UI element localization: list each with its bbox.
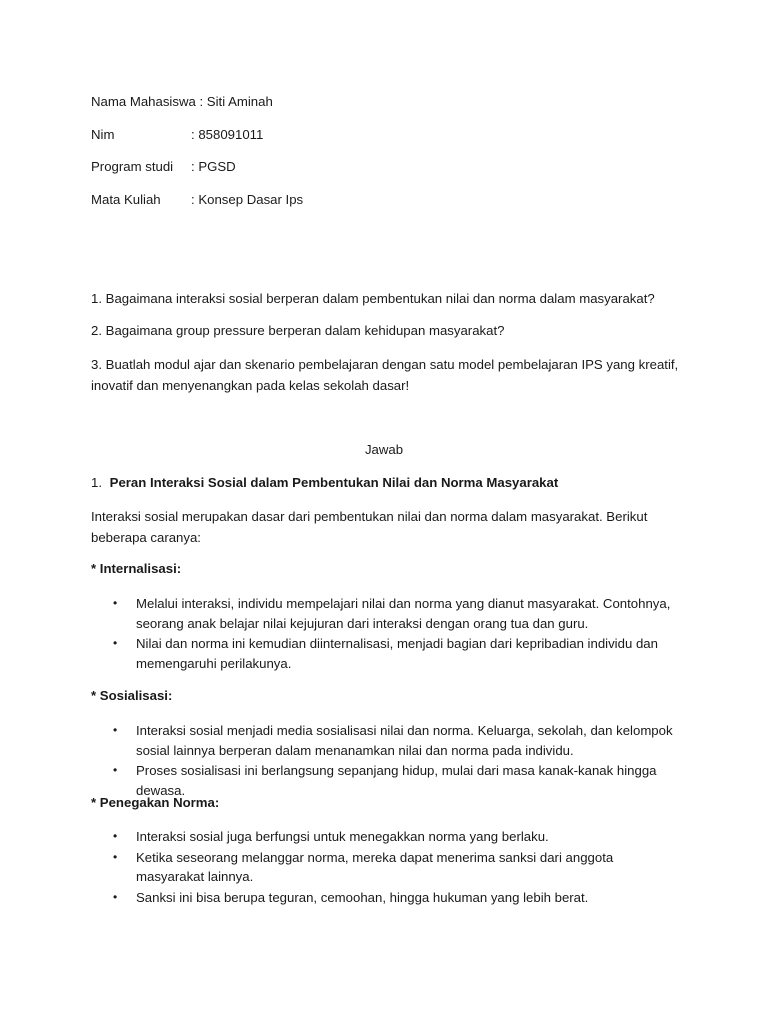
list-item-text: Ketika seseorang melanggar norma, mereka dapat menerima sanksi dari anggota masyarakat lainnya. bbox=[136, 849, 614, 884]
penegakan-norma-heading: * Penegakan Norma: bbox=[91, 795, 220, 810]
list-item-text: Nilai dan norma ini kemudian diinternalisasi, menjadi bagian dari kepribadian individu dan memengaruhi perilakunya. bbox=[136, 636, 658, 671]
student-name-value: : Siti Aminah bbox=[199, 94, 273, 109]
sosialisasi-heading: * Sosialisasi: bbox=[91, 688, 173, 703]
list-item bbox=[91, 721, 681, 760]
bullet-icon: • bbox=[113, 723, 118, 737]
bullet-icon: • bbox=[113, 636, 118, 650]
list-item-text: Melalui interaksi, individu mempelajari nilai dan norma yang dianut masyarakat. Contohnya, seorang anak belajar nilai kejujuran dari interaksi dengan orang tua dan guru. bbox=[136, 596, 671, 631]
sosialisasi-list bbox=[91, 721, 681, 801]
bullet-icon: • bbox=[113, 889, 118, 904]
bullet-icon: • bbox=[113, 849, 118, 864]
question-1: 1. Bagaimana interaksi sosial berperan dalam pembentukan nilai dan norma dalam masyarakat? bbox=[91, 291, 655, 306]
bullet-icon: • bbox=[113, 763, 118, 777]
internalisasi-heading: * Internalisasi: bbox=[91, 561, 182, 576]
penegakan-norma-list bbox=[91, 827, 681, 908]
student-nim-row bbox=[91, 125, 391, 145]
list-item bbox=[91, 634, 681, 673]
list-item-text: Interaksi sosial juga berfungsi untuk menegakkan norma yang berlaku. bbox=[136, 829, 549, 844]
section-1-title-row bbox=[91, 473, 558, 493]
student-name-label: Nama Mahasiswa bbox=[91, 94, 196, 109]
list-item-text: Interaksi sosial menjadi media sosialisasi nilai dan norma. Keluarga, sekolah, dan kelompok sosial lainnya berperan dalam menanamkan nilai dan norma pada individu. bbox=[136, 723, 673, 758]
list-item bbox=[91, 888, 681, 908]
list-item bbox=[91, 827, 681, 847]
section-1-number: 1. bbox=[91, 475, 102, 490]
study-program-row bbox=[91, 157, 391, 177]
question-2: 2. Bagaimana group pressure berperan dalam kehidupan masyarakat? bbox=[91, 323, 505, 338]
section-1-title: Peran Interaksi Sosial dalam Pembentukan Nilai dan Norma Masyarakat bbox=[109, 475, 559, 490]
student-name-row bbox=[91, 92, 273, 112]
answer-heading: Jawab bbox=[364, 442, 404, 457]
section-1-intro: Interaksi sosial merupakan dasar dari pembentukan nilai dan norma dalam masyarakat. Berikut beberapa caranya: bbox=[91, 509, 648, 545]
course-value: : Konsep Dasar Ips bbox=[191, 192, 304, 207]
list-item-text: Proses sosialisasi ini berlangsung sepanjang hidup, mulai dari masa kanak-kanak hingga dewasa. bbox=[136, 763, 657, 798]
course-label: Mata Kuliah bbox=[91, 192, 161, 207]
list-item bbox=[91, 594, 681, 633]
study-program-value: : PGSD bbox=[191, 159, 236, 174]
list-item-text: Sanksi ini bisa berupa teguran, cemoohan, hingga hukuman yang lebih berat. bbox=[136, 889, 589, 905]
student-nim-label: Nim bbox=[91, 127, 115, 142]
bullet-icon: • bbox=[113, 596, 118, 610]
internalisasi-list bbox=[91, 594, 681, 674]
list-item bbox=[91, 848, 681, 887]
student-nim-value: : 858091011 bbox=[191, 127, 264, 142]
question-3: 3. Buatlah modul ajar dan skenario pembelajaran dengan satu model pembelajaran IPS yang kreatif, inovatif dan menyenangkan pada kelas sekolah dasar! bbox=[91, 357, 679, 393]
study-program-label: Program studi bbox=[91, 159, 174, 174]
bullet-icon: • bbox=[113, 829, 118, 843]
course-row bbox=[91, 190, 391, 210]
